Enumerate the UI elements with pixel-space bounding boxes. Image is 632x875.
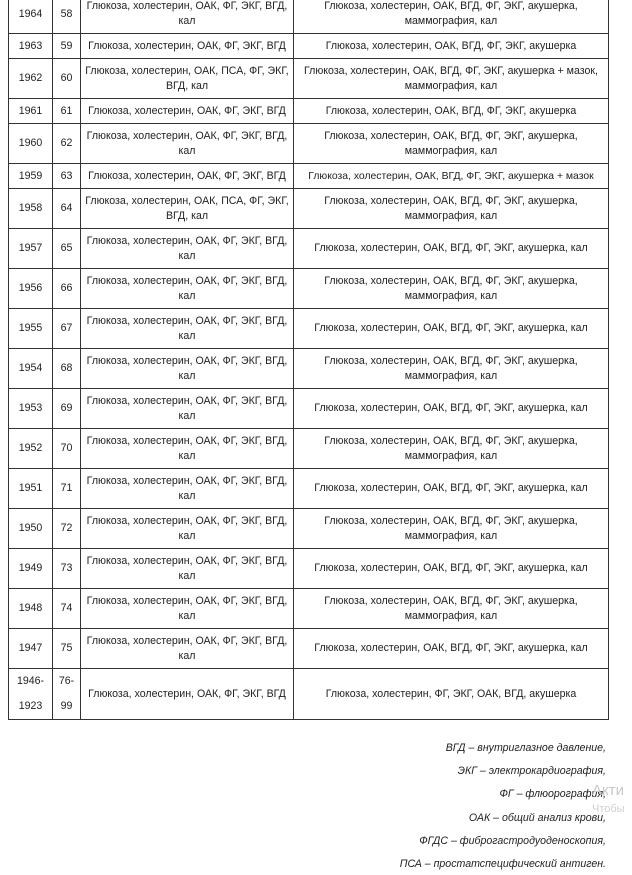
watermark-subtitle: Чтобы [592, 803, 625, 815]
women-exams-cell: Глюкоза, холестерин, ОАК, ВГД, ФГ, ЭКГ, акушерка, маммография, кал [294, 349, 609, 389]
age-cell: 66 [53, 269, 81, 309]
birth-year-range-cell [9, 669, 53, 720]
men-exams-cell: Глюкоза, холестерин, ОАК, ФГ, ЭКГ, ВГД, кал [81, 124, 294, 164]
men-exams-cell: Глюкоза, холестерин, ОАК, ФГ, ЭКГ, ВГД, кал [81, 229, 294, 269]
men-exams-cell: Глюкоза, холестерин, ОАК, ФГ, ЭКГ, ВГД [81, 99, 294, 124]
age-cell: 60 [53, 59, 81, 99]
women-exams-cell: Глюкоза, холестерин, ОАК, ВГД, ФГ, ЭКГ, акушерка [294, 99, 609, 124]
table-row [9, 34, 609, 59]
birth-year-cell: 1947 [9, 629, 53, 669]
women-exams-cell: Глюкоза, холестерин, ОАК, ВГД, ФГ, ЭКГ, акушерка, маммография, кал [294, 429, 609, 469]
women-exams-cell: Глюкоза, холестерин, ОАК, ВГД, ФГ, ЭКГ, акушерка + мазок [294, 164, 609, 189]
age-cell: 73 [53, 549, 81, 589]
birth-year-from: 1946- [16, 675, 45, 687]
table-row [9, 589, 609, 629]
table-row [9, 509, 609, 549]
women-exams-cell: Глюкоза, холестерин, ОАК, ВГД, ФГ, ЭКГ, акушерка, кал [294, 309, 609, 349]
birth-year-cell: 1959 [9, 164, 53, 189]
age-cell: 74 [53, 589, 81, 629]
women-exams-cell: Глюкоза, холестерин, ОАК, ВГД, ФГ, ЭКГ, акушерка, маммография, кал [294, 509, 609, 549]
age-cell: 62 [53, 124, 81, 164]
age-cell: 75 [53, 629, 81, 669]
women-exams-cell: Глюкоза, холестерин, ОАК, ВГД, ФГ, ЭКГ, акушерка, кал [294, 389, 609, 429]
birth-year-cell: 1954 [9, 349, 53, 389]
men-exams-cell: Глюкоза, холестерин, ОАК, ФГ, ЭКГ, ВГД, кал [81, 429, 294, 469]
table-row [9, 349, 609, 389]
men-exams-cell: Глюкоза, холестерин, ОАК, ФГ, ЭКГ, ВГД, кал [81, 589, 294, 629]
men-exams-cell: Глюкоза, холестерин, ОАК, ФГ, ЭКГ, ВГД, кал [81, 469, 294, 509]
table-row [9, 469, 609, 509]
men-exams-cell: Глюкоза, холестерин, ОАК, ФГ, ЭКГ, ВГД, кал [81, 349, 294, 389]
men-exams-cell: Глюкоза, холестерин, ОАК, ФГ, ЭКГ, ВГД, кал [81, 389, 294, 429]
age-to: 99 [60, 700, 73, 712]
birth-year-cell: 1963 [9, 34, 53, 59]
women-exams-cell: Глюкоза, холестерин, ОАК, ВГД, ФГ, ЭКГ, акушерка, кал [294, 469, 609, 509]
women-exams-cell: Глюкоза, холестерин, ОАК, ВГД, ФГ, ЭКГ, акушерка, маммография, кал [294, 124, 609, 164]
men-exams-cell: Глюкоза, холестерин, ОАК, ФГ, ЭКГ, ВГД [81, 669, 294, 720]
women-exams-cell: Глюкоза, холестерин, ОАК, ВГД, ФГ, ЭКГ, акушерка, кал [294, 629, 609, 669]
women-exams-cell: Глюкоза, холестерин, ОАК, ВГД, ФГ, ЭКГ, акушерка, маммография, кал [294, 589, 609, 629]
birth-year-cell: 1951 [9, 469, 53, 509]
age-cell: 68 [53, 349, 81, 389]
age-cell: 71 [53, 469, 81, 509]
birth-year-cell: 1961 [9, 99, 53, 124]
men-exams-cell: Глюкоза, холестерин, ОАК, ФГ, ЭКГ, ВГД [81, 34, 294, 59]
birth-year-cell: 1956 [9, 269, 53, 309]
table-row [9, 629, 609, 669]
table-row [9, 669, 609, 720]
women-exams-cell: Глюкоза, холестерин, ОАК, ВГД, ФГ, ЭКГ, акушерка, кал [294, 549, 609, 589]
legend-line: ФГ – флюорография, [499, 788, 606, 801]
women-exams-cell: Глюкоза, холестерин, ОАК, ВГД, ФГ, ЭКГ, акушерка, маммография, кал [294, 0, 609, 34]
men-exams-cell: Глюкоза, холестерин, ОАК, ФГ, ЭКГ, ВГД, кал [81, 549, 294, 589]
age-cell: 67 [53, 309, 81, 349]
table-row [9, 99, 609, 124]
table-row [9, 124, 609, 164]
table-row [9, 429, 609, 469]
legend-line: ФГДС – фиброгастродуоденоскопия, [419, 834, 606, 847]
age-from: 76- [58, 675, 75, 687]
watermark-title: Акти [592, 782, 624, 799]
men-exams-cell: Глюкоза, холестерин, ОАК, ПСА, ФГ, ЭКГ, ВГД, кал [81, 59, 294, 99]
birth-year-cell: 1953 [9, 389, 53, 429]
age-cell: 61 [53, 99, 81, 124]
birth-year-cell: 1952 [9, 429, 53, 469]
legend-line: ЭКГ – электрокардиография, [457, 765, 606, 778]
screening-table [8, 0, 609, 720]
women-exams-cell: Глюкоза, холестерин, ОАК, ВГД, ФГ, ЭКГ, акушерка, маммография, кал [294, 269, 609, 309]
age-cell: 58 [53, 0, 81, 34]
age-cell: 72 [53, 509, 81, 549]
table-row [9, 269, 609, 309]
table-row [9, 59, 609, 99]
legend-line: ВГД – внутриглазное давление, [445, 742, 606, 754]
age-range-cell [53, 669, 81, 720]
women-exams-cell: Глюкоза, холестерин, ФГ, ЭКГ, ОАК, ВГД, акушерка [294, 669, 609, 720]
legend-line: ОАК – общий анализ крови, [468, 811, 606, 824]
men-exams-cell: Глюкоза, холестерин, ОАК, ФГ, ЭКГ, ВГД, кал [81, 269, 294, 309]
age-cell: 64 [53, 189, 81, 229]
age-cell: 69 [53, 389, 81, 429]
age-cell: 59 [53, 34, 81, 59]
women-exams-cell: Глюкоза, холестерин, ОАК, ВГД, ФГ, ЭКГ, акушерка [294, 34, 609, 59]
age-cell: 63 [53, 164, 81, 189]
men-exams-cell: Глюкоза, холестерин, ОАК, ФГ, ЭКГ, ВГД [81, 164, 294, 189]
table-row [9, 229, 609, 269]
women-exams-cell: Глюкоза, холестерин, ОАК, ВГД, ФГ, ЭКГ, акушерка, маммография, кал [294, 189, 609, 229]
men-exams-cell: Глюкоза, холестерин, ОАК, ФГ, ЭКГ, ВГД, кал [81, 309, 294, 349]
men-exams-cell: Глюкоза, холестерин, ОАК, ФГ, ЭКГ, ВГД, кал [81, 509, 294, 549]
legend-line: ПСА – простатспецифический антиген. [399, 858, 606, 871]
table-row [9, 309, 609, 349]
men-exams-cell: Глюкоза, холестерин, ОАК, ФГ, ЭКГ, ВГД, кал [81, 629, 294, 669]
birth-year-cell: 1962 [9, 59, 53, 99]
men-exams-cell: Глюкоза, холестерин, ОАК, ПСА, ФГ, ЭКГ, ВГД, кал [81, 189, 294, 229]
table-row [9, 189, 609, 229]
birth-year-cell: 1964 [9, 0, 53, 34]
birth-year-cell: 1960 [9, 124, 53, 164]
women-exams-cell: Глюкоза, холестерин, ОАК, ВГД, ФГ, ЭКГ, акушерка + мазок, маммография, кал [294, 59, 609, 99]
abbreviations-legend [400, 737, 606, 875]
men-exams-cell: Глюкоза, холестерин, ОАК, ФГ, ЭКГ, ВГД, кал [81, 0, 294, 34]
birth-year-to: 1923 [18, 700, 43, 712]
birth-year-cell: 1957 [9, 229, 53, 269]
birth-year-cell: 1950 [9, 509, 53, 549]
age-cell: 70 [53, 429, 81, 469]
birth-year-cell: 1948 [9, 589, 53, 629]
birth-year-cell: 1958 [9, 189, 53, 229]
birth-year-cell: 1949 [9, 549, 53, 589]
table-row [9, 0, 609, 34]
birth-year-cell: 1955 [9, 309, 53, 349]
table-row [9, 389, 609, 429]
age-cell: 65 [53, 229, 81, 269]
table-row [9, 164, 609, 189]
women-exams-cell: Глюкоза, холестерин, ОАК, ВГД, ФГ, ЭКГ, акушерка, кал [294, 229, 609, 269]
table-row [9, 549, 609, 589]
activation-watermark [592, 781, 625, 817]
